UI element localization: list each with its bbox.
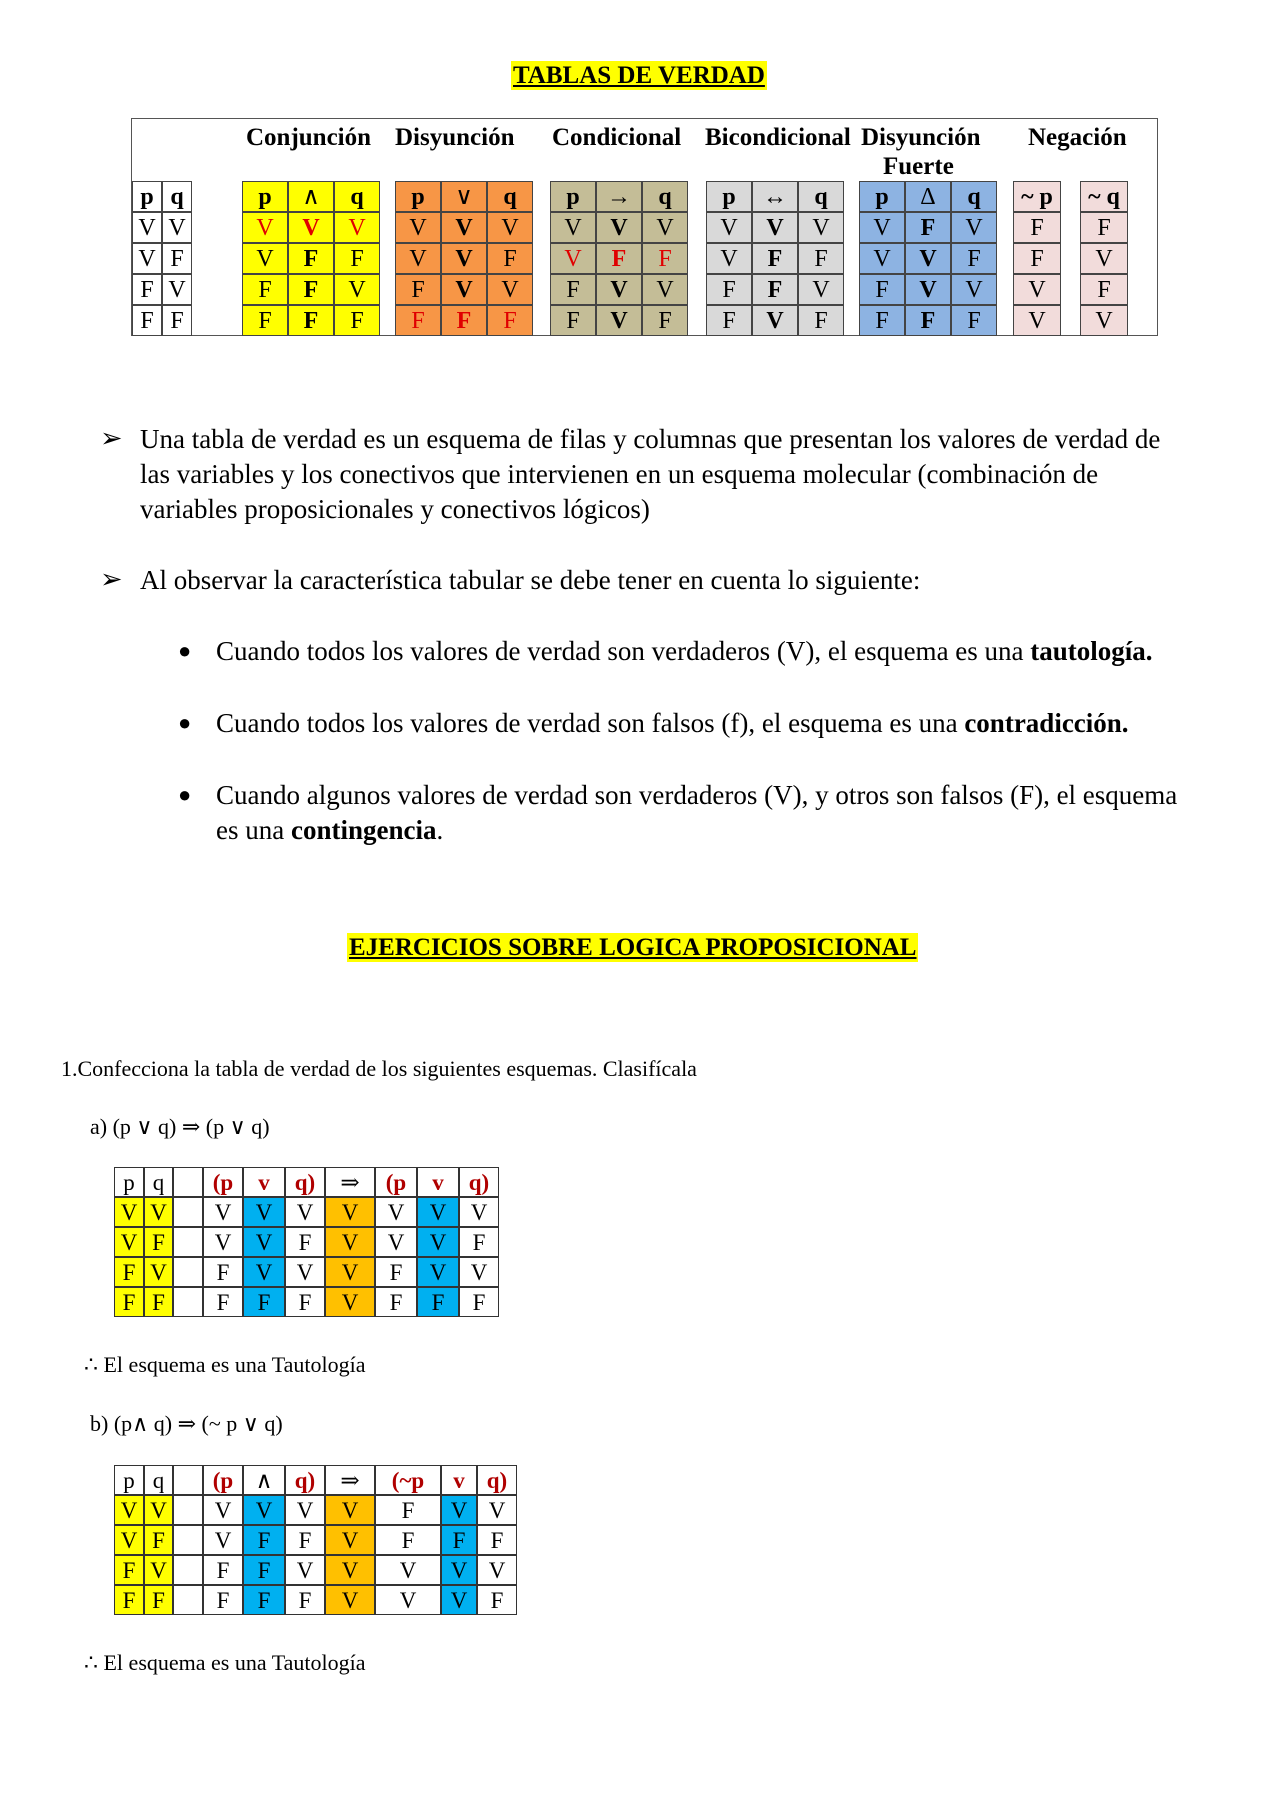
truth-cell: V [162,274,192,305]
ex-cell: V [325,1227,375,1257]
ex-cell: F [285,1585,325,1615]
condicional-cell: F [550,305,596,336]
col-header-neg-p: ~ p [1013,181,1061,212]
ex-cell: V [243,1227,285,1257]
condicional-cell: F [596,243,642,274]
condicional-cell: V [642,274,688,305]
ex-cell [173,1555,203,1585]
ex-header-cell: q) [477,1465,517,1495]
ex-cell: F [203,1287,243,1317]
conjuncion-cell: F [334,305,380,336]
truth-cell: F [162,243,192,274]
condicional-cell: F [550,274,596,305]
ex-header-cell: q) [285,1167,325,1197]
conjuncion-cell: F [288,243,334,274]
ex-cell: F [114,1585,144,1615]
ex-cell: V [441,1555,477,1585]
disyuncion-fuerte-cell: V [951,274,997,305]
disyuncion-cell: F [487,243,533,274]
ex-cell: V [325,1525,375,1555]
bullet-contradiccion: Cuando todos los valores de verdad son falsos (f), el esquema es una contradicción. [216,708,1129,738]
ex-cell: V [285,1257,325,1287]
conjuncion-cell: V [242,212,288,243]
col-header-conjuncion-p: p [242,181,288,212]
exercise-prompt: 1.Confecciona la tabla de verdad de los siguientes esquemas. Clasifícala [61,1056,697,1081]
ex-cell: V [285,1197,325,1227]
disyuncion-cell: F [395,274,441,305]
conjuncion-cell: F [242,305,288,336]
ex-cell: V [144,1257,173,1287]
header-fuerte: Fuerte [883,153,954,180]
disyuncion-cell: V [395,212,441,243]
header-conjuncion: Conjunción [246,124,372,151]
condicional-cell: V [596,212,642,243]
disyuncion-fuerte-cell: F [859,274,905,305]
ex-cell: V [325,1585,375,1615]
condicional-cell: V [596,305,642,336]
condicional-cell: V [550,243,596,274]
ex-cell [173,1257,203,1287]
ex-cell: V [114,1227,144,1257]
bicondicional-cell: F [752,243,798,274]
ex-cell: F [375,1495,441,1525]
ex-cell: F [375,1525,441,1555]
ex-cell: V [114,1525,144,1555]
ex-cell: V [144,1197,173,1227]
ex-cell: F [285,1227,325,1257]
bicondicional-cell: V [752,305,798,336]
disyuncion-fuerte-cell: F [951,305,997,336]
disyuncion-cell: F [487,305,533,336]
ex-cell: F [441,1525,477,1555]
ex-cell [173,1287,203,1317]
ex-header-cell: (p [203,1167,243,1197]
ex-header-cell [173,1167,203,1197]
disyuncion-cell: V [441,243,487,274]
arrow-bullet-icon: ➢ [100,423,123,453]
bullet-icon: ● [178,710,192,735]
ex-cell [173,1495,203,1525]
disyuncion-fuerte-cell: F [951,243,997,274]
ex-cell: F [477,1585,517,1615]
ex-header-cell: ⇒ [325,1465,375,1495]
bicondicional-cell: F [798,305,844,336]
truth-cell: F [132,274,162,305]
condicional-cell: V [642,212,688,243]
truth-cell: F [132,305,162,336]
col-header-condicional-q: q [642,181,688,212]
condicional-cell: F [642,243,688,274]
ex-cell: V [325,1287,375,1317]
truth-cell: F [162,305,192,336]
ex-cell: V [417,1197,459,1227]
bullet-contingencia: Cuando algunos valores de verdad son verdaderos (V), y otros son falsos (F), el esquema es una contingencia. [216,780,1178,845]
header-bicondicional: Bicondicional [705,124,851,151]
disyuncion-cell: F [441,305,487,336]
condicional-cell: V [550,212,596,243]
disyuncion-cell: V [487,212,533,243]
truth-cell: V [132,243,162,274]
bicondicional-cell: F [798,243,844,274]
col-header-condicional-p: p [550,181,596,212]
ex-cell: V [203,1525,243,1555]
conjuncion-cell: F [242,274,288,305]
ex-cell: V [441,1495,477,1525]
ex-header-cell: p [114,1167,144,1197]
ex-header-cell: (~p [375,1465,441,1495]
condicional-cell: V [596,274,642,305]
ex-cell: V [459,1197,499,1227]
ex-cell: F [243,1585,285,1615]
col-header-condicional-op: → [596,181,642,212]
ex-cell: F [243,1287,285,1317]
ex-cell: F [144,1525,173,1555]
col-header-disyuncion-fuerte-q: q [951,181,997,212]
ex-cell: F [243,1555,285,1585]
ex-cell: F [203,1585,243,1615]
col-header-q: q [162,181,192,212]
ex-cell: F [285,1287,325,1317]
ex-header-cell: p [114,1465,144,1495]
bicondicional-cell: V [798,274,844,305]
ex-header-cell: (p [203,1465,243,1495]
ex-cell: F [459,1287,499,1317]
ex-header-cell: v [417,1167,459,1197]
exercise-a-label: a) (p ∨ q) ⇒ (p ∨ q) [90,1114,270,1139]
exercises-title: EJERCICIOS SOBRE LOGICA PROPOSICIONAL [349,934,917,961]
ex-cell: V [285,1555,325,1585]
ex-cell: F [203,1257,243,1287]
disyuncion-cell: V [395,243,441,274]
ex-cell: V [144,1555,173,1585]
col-header-bicondicional-p: p [706,181,752,212]
exercise-a-conclusion: ∴ El esquema es una Tautología [84,1352,366,1377]
col-header-conjuncion-q: q [334,181,380,212]
col-header-bicondicional-op: ↔ [752,181,798,212]
bullet-icon: ● [178,638,192,663]
ex-header-cell: q) [459,1167,499,1197]
ex-header-cell: v [441,1465,477,1495]
negacion-cell: F [1013,243,1061,274]
ex-cell: V [114,1495,144,1525]
col-header-neg-q: ~ q [1080,181,1128,212]
ex-cell: F [285,1525,325,1555]
col-header-disyuncion-fuerte-op: Δ [905,181,951,212]
disyuncion-fuerte-cell: V [905,243,951,274]
arrow-bullet-icon: ➢ [100,564,123,594]
header-disyuncion-fuerte: Disyunción [861,124,981,151]
bicondicional-cell: V [798,212,844,243]
paragraph-definition: Una tabla de verdad es un esquema de filas y columnas que presentan los valores de verdad de las variables y los conectivos que intervienen en un esquema molecular (combinación de variables proposicionales y conectivos lógicos) [140,424,1161,524]
negacion-cell: F [1080,212,1128,243]
ex-cell: F [375,1287,417,1317]
ex-cell: F [114,1257,144,1287]
conjuncion-cell: V [288,212,334,243]
ex-cell: V [144,1495,173,1525]
disyuncion-fuerte-cell: V [859,212,905,243]
disyuncion-fuerte-cell: V [951,212,997,243]
conjuncion-cell: F [288,305,334,336]
ex-header-cell: q [144,1465,173,1495]
page-title [511,62,767,90]
ex-header-cell: v [243,1167,285,1197]
bicondicional-cell: V [752,212,798,243]
ex-cell: F [114,1287,144,1317]
ex-cell: F [459,1227,499,1257]
disyuncion-fuerte-cell: F [905,305,951,336]
ex-cell [173,1525,203,1555]
ex-cell: F [114,1555,144,1585]
ex-cell: V [417,1227,459,1257]
col-header-conjuncion-op: ∧ [288,181,334,212]
negacion-cell: V [1013,274,1061,305]
ex-cell: V [243,1197,285,1227]
ex-cell [173,1197,203,1227]
ex-cell: V [477,1495,517,1525]
ex-cell: F [243,1525,285,1555]
bicondicional-cell: F [706,305,752,336]
col-header-disyuncion-op: ∨ [441,181,487,212]
ex-cell: V [459,1257,499,1287]
ex-cell: V [203,1227,243,1257]
truth-table-summary [131,118,1158,336]
bicondicional-cell: F [752,274,798,305]
conjuncion-cell: F [334,243,380,274]
header-condicional: Condicional [552,124,682,151]
ex-header-cell: q) [285,1465,325,1495]
ex-cell: V [417,1257,459,1287]
col-header-p: p [132,181,162,212]
exercise-b-label: b) (p∧ q) ⇒ (~ p ∨ q) [90,1411,283,1436]
ex-cell: V [375,1555,441,1585]
ex-cell: V [325,1257,375,1287]
condicional-cell: F [642,305,688,336]
exercise-b-conclusion: ∴ El esquema es una Tautología [84,1650,366,1675]
bicondicional-cell: F [706,274,752,305]
ex-cell: V [203,1197,243,1227]
disyuncion-cell: V [487,274,533,305]
paragraph-observe: Al observar la característica tabular se debe tener en cuenta lo siguiente: [140,565,921,595]
ex-cell: V [477,1555,517,1585]
ex-cell: V [325,1197,375,1227]
col-header-bicondicional-q: q [798,181,844,212]
ex-cell: F [144,1585,173,1615]
ex-cell: F [375,1257,417,1287]
ex-cell: V [441,1585,477,1615]
negacion-cell: V [1080,243,1128,274]
ex-header-cell: (p [375,1167,417,1197]
ex-cell: V [243,1495,285,1525]
conjuncion-cell: V [242,243,288,274]
disyuncion-cell: V [441,212,487,243]
ex-header-cell: ∧ [243,1465,285,1495]
ex-header-cell [173,1465,203,1495]
ex-cell: V [285,1495,325,1525]
ex-cell [173,1227,203,1257]
ex-cell: F [144,1287,173,1317]
ex-cell: V [375,1585,441,1615]
conjuncion-cell: V [334,274,380,305]
truth-cell: V [162,212,192,243]
disyuncion-fuerte-cell: F [905,212,951,243]
ex-cell: V [325,1555,375,1585]
ex-cell: V [325,1495,375,1525]
disyuncion-fuerte-cell: V [905,274,951,305]
negacion-cell: F [1080,274,1128,305]
ex-cell: V [375,1227,417,1257]
page-title-text: TABLAS DE VERDAD [513,62,765,89]
disyuncion-cell: V [441,274,487,305]
truth-cell: V [132,212,162,243]
col-header-disyuncion-p: p [395,181,441,212]
header-disyuncion: Disyunción [395,124,515,151]
bicondicional-cell: V [706,212,752,243]
bullet-icon: ● [178,782,192,807]
disyuncion-cell: F [395,305,441,336]
col-header-disyuncion-fuerte-p: p [859,181,905,212]
bicondicional-cell: V [706,243,752,274]
header-negacion: Negación [1028,124,1127,151]
ex-cell: F [417,1287,459,1317]
ex-cell: F [477,1525,517,1555]
ex-cell: V [243,1257,285,1287]
conjuncion-cell: V [334,212,380,243]
ex-header-cell: ⇒ [325,1167,375,1197]
ex-cell: V [375,1197,417,1227]
ex-cell: F [203,1555,243,1585]
bullet-tautologia: Cuando todos los valores de verdad son verdaderos (V), el esquema es una tautología. [216,636,1153,666]
ex-header-cell: q [144,1167,173,1197]
ex-cell: V [114,1197,144,1227]
ex-cell [173,1585,203,1615]
negacion-cell: V [1080,305,1128,336]
ex-cell: F [144,1227,173,1257]
negacion-cell: V [1013,305,1061,336]
negacion-cell: F [1013,212,1061,243]
disyuncion-fuerte-cell: F [859,305,905,336]
disyuncion-fuerte-cell: V [859,243,905,274]
conjuncion-cell: F [288,274,334,305]
ex-cell: V [203,1495,243,1525]
col-header-disyuncion-q: q [487,181,533,212]
